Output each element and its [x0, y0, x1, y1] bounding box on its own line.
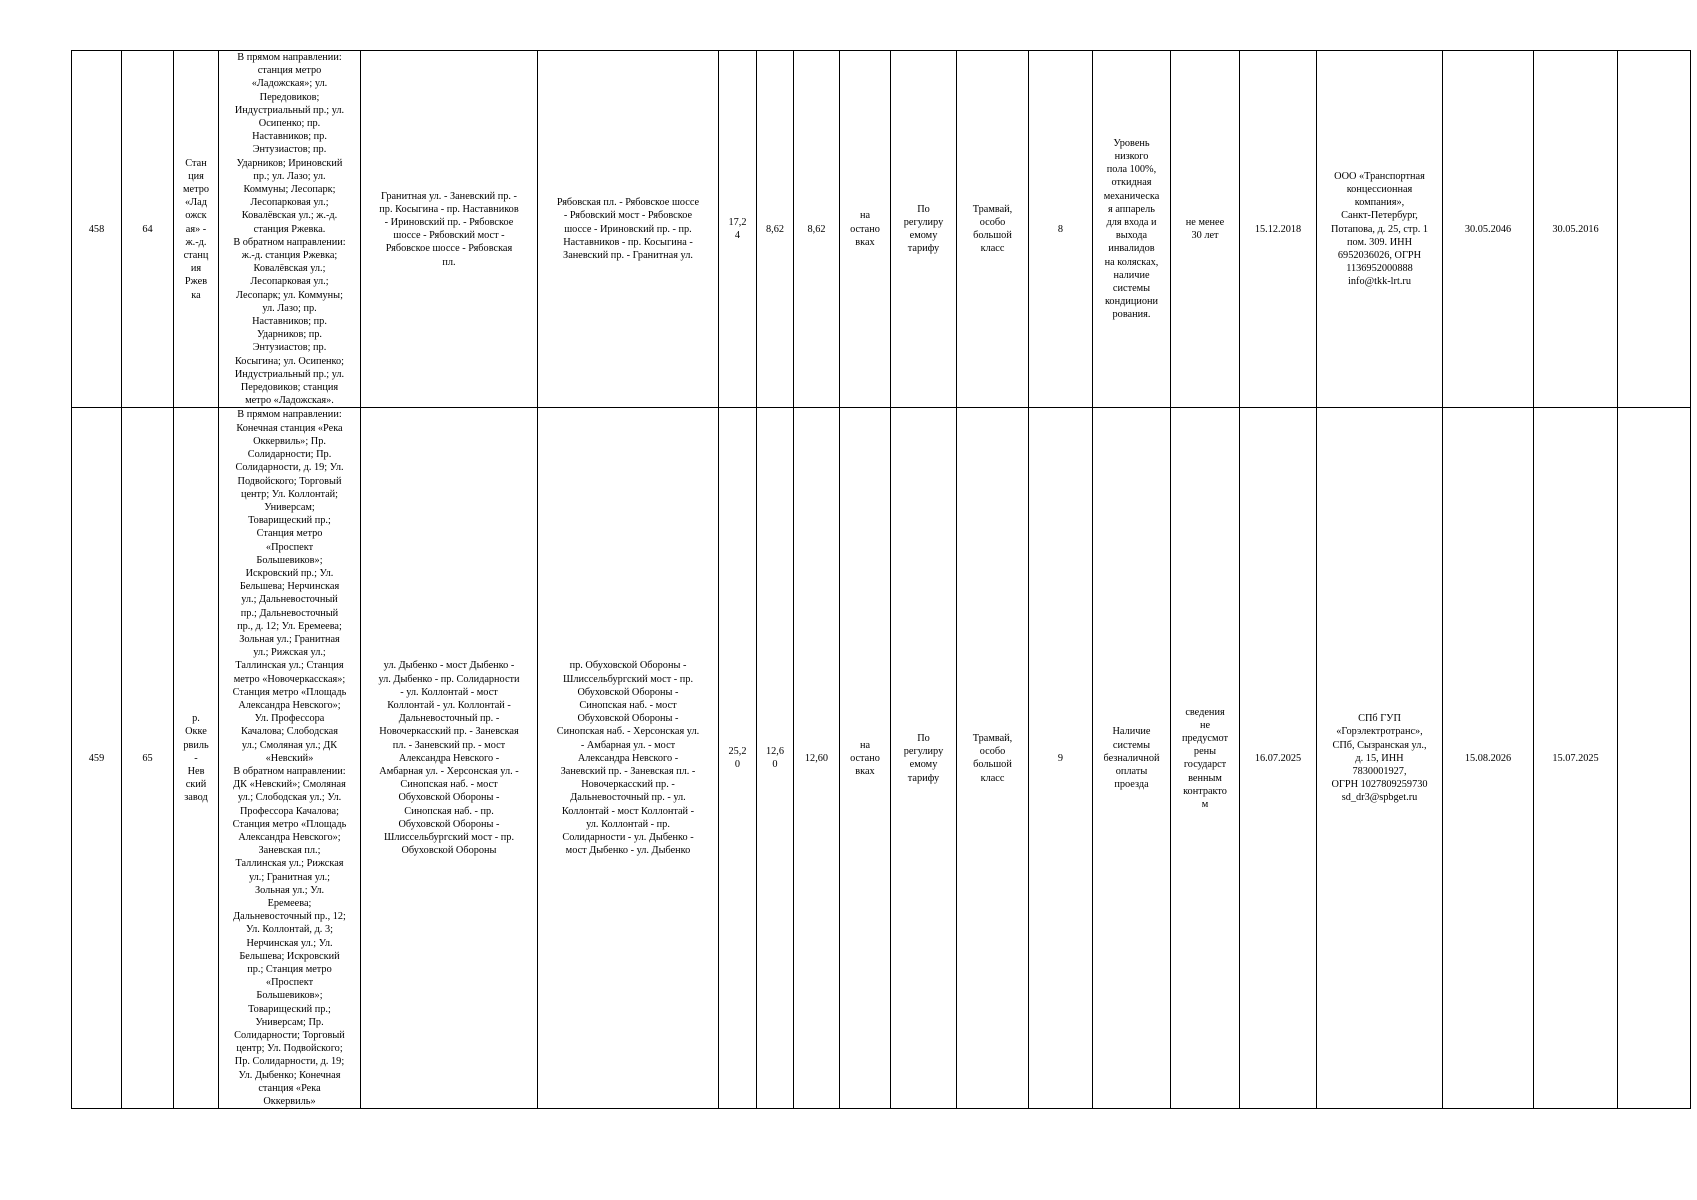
streets-backward-cell: Рябовская пл. - Рябовское шоссе - Рябовский мост - Рябовское шоссе - Ириновский пр. - пр. Наставников - пр. Косыгина - Заневский пр. - Гранитная ул. — [538, 51, 719, 408]
streets-forward-cell: Гранитная ул. - Заневский пр. - пр. Косыгина - пр. Наставников - Ириновский пр. - Рябовское шоссе - Рябовский мост - Рябовское шоссе - Рябовская пл. — [361, 51, 538, 408]
streets-backward-cell: пр. Обуховской Обороны - Шлиссельбургский мост - пр. Обуховской Обороны - Синопская наб. - мост Обуховской Обороны - Синопская наб. - Херсонская ул. - Амбарная ул. - мост Александра Невского - Заневский пр. - Заневская пл. - Новочеркасский пр. - Дальневосточный пр. - ул. Коллонтай - мост Коллонтай - ул. Коллонтай - пр. Солидарности - ул. Дыбенко - мост Дыбенко - ул. Дыбенко — [538, 408, 719, 1109]
carrier-cell: ООО «Транспортная концессионная компания», Санкт-Петербург, Потапова, д. 25, стр. 1 пом. 309. ИНН 6952036026, ОГРН 1136952000888 info@tkk-lrt.ru — [1317, 51, 1443, 408]
extra-cell — [1618, 408, 1691, 1109]
length-backward-cell: 12,6 0 — [757, 408, 794, 1109]
date-a-cell: 15.08.2026 — [1443, 408, 1534, 1109]
length-total-cell: 12,60 — [794, 408, 840, 1109]
route-name-cell: р. Окке рвиль - Нев ский завод — [174, 408, 219, 1109]
vehicle-characteristics-cell: Наличие системы безналичной оплаты проезда — [1093, 408, 1171, 1109]
vehicle-type-cell: Трамвай, особо большой класс — [957, 51, 1029, 408]
start-date-cell: 15.12.2018 — [1240, 51, 1317, 408]
vehicle-type-cell: Трамвай, особо большой класс — [957, 408, 1029, 1109]
vehicle-count-cell: 9 — [1029, 408, 1093, 1109]
length-forward-cell: 17,2 4 — [719, 51, 757, 408]
stops-cell: В прямом направлении: Конечная станция «Река Оккервиль»; Пр. Солидарности; Пр. Солидарности, д. 19; Ул. Подвойского; Торговый центр; Ул. Коллонтай; Универсам; Товарищеский пр.; Станция метро «Проспект Большевиков»; Искровский пр.; Ул. Бельшева; Нерчинская ул.; Дальневосточный пр.; Дальневосточный пр., д. 12; Ул. Еремеева; Зольная ул.; Гранитная ул.; Рижская ул.; Таллинская ул.; Станция метро «Новочеркасская»; Станция метро «Площадь Александра Невского»; Ул. Профессора Качалова; Слободская ул.; Смоляная ул.; ДК «Невский» В обратном направлении: ДК «Невский»; Смоляная ул.; Слободская ул.; Ул. Профессора Качалова; Станция метро «Площадь Александра Невского»; Заневская пл.; Таллинская ул.; Рижская ул.; Гранитная ул.; Зольная ул.; Ул. Еремеева; Дальневосточный пр., 12; Ул. Коллонтай, д. 3; Нерчинская ул.; Ул. Бельшева; Искровский пр.; Станция метро «Проспект Большевиков»; Товарищеский пр.; Универсам; Пр. Солидарности; Торговый центр; Ул. Подвойского; Пр. Солидарности, д. 19; Ул. Дыбенко; Конечная станция «Река Оккервиль» — [219, 408, 361, 1109]
table-row — [72, 408, 1691, 1109]
route-register-table — [71, 50, 1691, 1109]
date-b-cell: 30.05.2016 — [1534, 51, 1618, 408]
max-age-cell: сведения не предусмот рены государст венным контракто м — [1171, 408, 1240, 1109]
route-number-cell: 64 — [122, 51, 174, 408]
date-a-cell: 30.05.2046 — [1443, 51, 1534, 408]
length-forward-cell: 25,2 0 — [719, 408, 757, 1109]
registration-number-cell: 458 — [72, 51, 122, 408]
table-row — [72, 51, 1691, 408]
stop-order-cell: на остано вках — [840, 51, 891, 408]
stop-order-cell: на остано вках — [840, 408, 891, 1109]
route-name-cell: Стан ция метро «Лад ожск ая» - ж.-д. станц ия Ржев ка — [174, 51, 219, 408]
tariff-cell: По регулиру емому тарифу — [891, 408, 957, 1109]
carrier-cell: СПб ГУП «Горэлектротранс», СПб, Сызранская ул., д. 15, ИНН 7830001927, ОГРН 1027809259730 sd_dr3@spbget.ru — [1317, 408, 1443, 1109]
length-total-cell: 8,62 — [794, 51, 840, 408]
max-age-cell: не менее 30 лет — [1171, 51, 1240, 408]
vehicle-characteristics-cell: Уровень низкого пола 100%, откидная механическа я аппарель для входа и выхода инвалидов на колясках, наличие системы кондициони рования. — [1093, 51, 1171, 408]
streets-forward-cell: ул. Дыбенко - мост Дыбенко - ул. Дыбенко - пр. Солидарности - ул. Коллонтай - мост Коллонтай - ул. Коллонтай - Дальневосточный пр. - Новочеркасский пр. - Заневская пл. - Заневский пр. - мост Александра Невского - Амбарная ул. - Херсонская ул. - Синопская наб. - мост Обуховской Обороны - Синопская наб. - пр. Обуховской Обороны - Шлиссельбургский мост - пр. Обуховской Обороны — [361, 408, 538, 1109]
length-backward-cell: 8,62 — [757, 51, 794, 408]
registration-number-cell: 459 — [72, 408, 122, 1109]
tariff-cell: По регулиру емому тарифу — [891, 51, 957, 408]
route-number-cell: 65 — [122, 408, 174, 1109]
start-date-cell: 16.07.2025 — [1240, 408, 1317, 1109]
date-b-cell: 15.07.2025 — [1534, 408, 1618, 1109]
vehicle-count-cell: 8 — [1029, 51, 1093, 408]
stops-cell: В прямом направлении: станция метро «Ладожская»; ул. Передовиков; Индустриальный пр.; ул. Осипенко; пр. Наставников; пр. Энтузиастов; пр. Ударников; Ириновский пр.; ул. Лазо; ул. Коммуны; Лесопарк; Лесопарковая ул.; Ковалёвская ул.; ж.-д. станция Ржевка. В обратном направлении: ж.-д. станция Ржевка; Ковалёвская ул.; Лесопарковая ул.; Лесопарк; ул. Коммуны; ул. Лазо; пр. Наставников; пр. Ударников; пр. Энтузиастов; пр. Косыгина; ул. Осипенко; Индустриальный пр.; ул. Передовиков; станция метро «Ладожская». — [219, 51, 361, 408]
extra-cell — [1618, 51, 1691, 408]
